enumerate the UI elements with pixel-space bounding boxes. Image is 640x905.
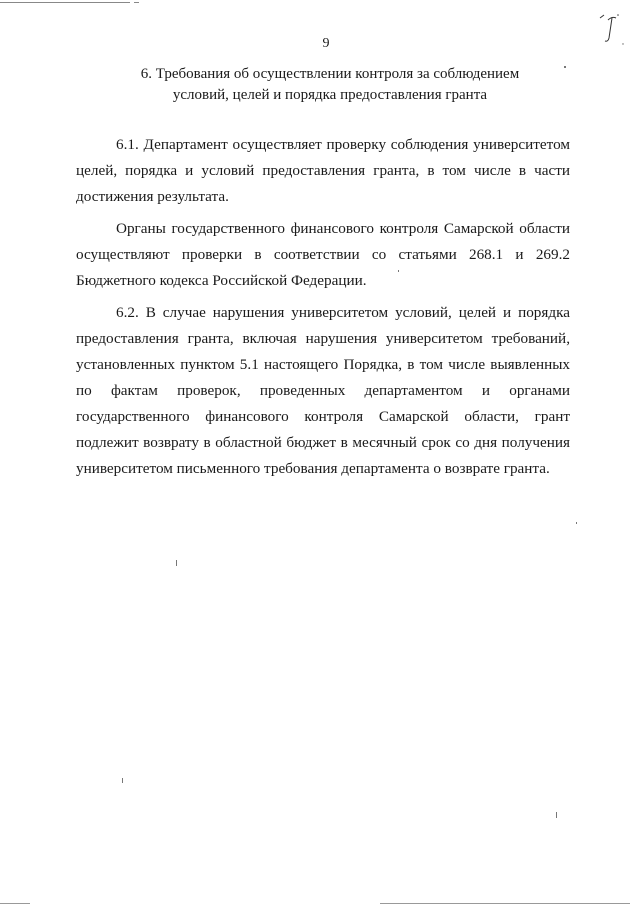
scan-artifact-line <box>134 2 139 3</box>
section-heading-line: условий, целей и порядка предоставления гранта <box>172 87 488 103</box>
document-body <box>76 132 570 488</box>
scan-speck <box>398 270 399 272</box>
scan-artifact-line <box>0 2 130 3</box>
section-heading <box>90 64 570 106</box>
scan-speck <box>564 66 566 68</box>
paragraph: Органы государственного финансового контроля Самарской области осуществляют проверки в соответствии со статьями 268.1 и 269.2 Бюджетного кодекса Российской Федерации. <box>76 220 570 289</box>
paragraph: 6.1. Департамент осуществляет проверку соблюдения университетом целей, порядка и условий предоставления гранта, в том числе в части достижения результата. <box>76 136 570 205</box>
paragraph: 6.2. В случае нарушения университетом условий, целей и порядка предоставления гранта, включая нарушения университетом требований, установленных пунктом 5.1 настоящего Порядка, в том числе выявленных по фактам проверок, проведенных департаментом и органами государственного финансового контроля Самарской области, грант подлежит возврату в областной бюджет в месячный срок со дня получения университетом письменного требования департамента о возврате гранта. <box>76 304 570 477</box>
scan-speck <box>122 778 123 783</box>
scan-speck <box>556 812 557 818</box>
scan-speck <box>176 560 177 566</box>
section-heading-line: 6. Требования об осуществлении контроля за соблюдением <box>140 66 520 82</box>
scan-speck <box>576 522 577 524</box>
scan-artifact-line <box>0 903 30 904</box>
scan-artifact-line <box>380 903 630 904</box>
page-number: 9 <box>322 36 330 51</box>
